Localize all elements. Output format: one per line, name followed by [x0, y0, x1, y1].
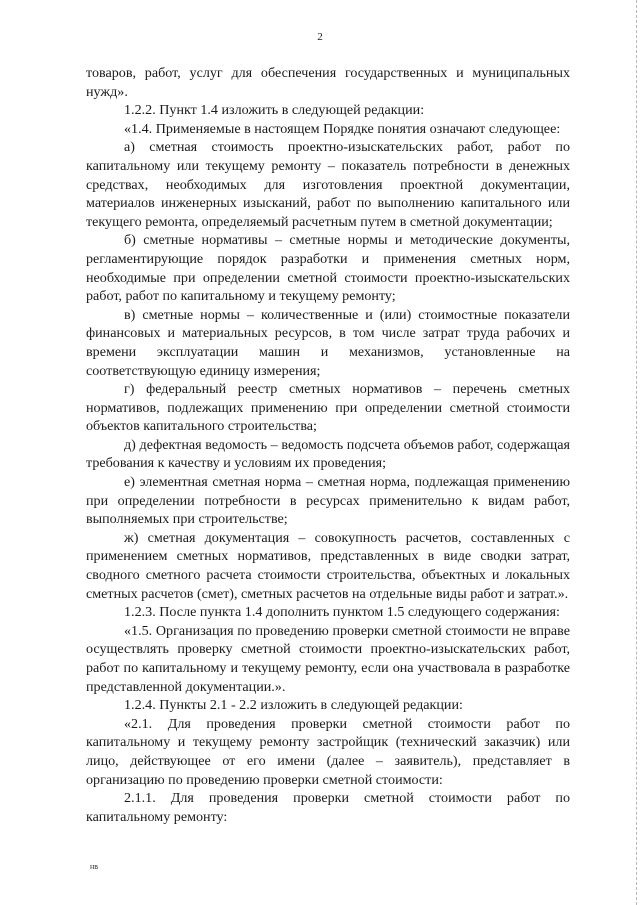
paragraph: ж) сметная документация – совокупность расчетов, составленных с применением сметных нормативов, представленных в виде сводки затрат, сводного сметного расчета стоимости строительства, объектных и локальных сметных расчетов (смет), сметных расчетов на отдельные виды работ и затрат.». [86, 529, 570, 602]
document-body [86, 64, 570, 826]
page-edge-line [635, 0, 637, 905]
paragraph: товаров, работ, услуг для обеспечения государственных и муниципальных нужд». [86, 65, 570, 100]
paragraph: «2.1. Для проведения проверки сметной стоимости работ по капитальному и текущему ремонту застройщик (технический заказчик) или лицо, действующее от его имени (далее – заявитель), представляет в организацию по проведению проверки сметной стоимости: [86, 715, 570, 788]
paragraph: «1.5. Организация по проведению проверки сметной стоимости не вправе осуществлять проверку сметной стоимости проектно-изыскательских работ, работ по капитальному и текущему ремонту, если она участвовала в разработке представленной документации.». [86, 622, 570, 695]
paragraph: а) сметная стоимость проектно-изыскательских работ, работ по капитальному или текущему ремонту – показатель потребности в денежных средствах, необходимых для изготовления проектной документации, материалов инженерных изысканий, работ по выполнению капитального или текущего ремонта, определяемый расчетным путем в сметной документации; [86, 139, 570, 230]
paragraph: г) федеральный реестр сметных нормативов – перечень сметных нормативов, подлежащих применению при определении сметной стоимости объектов капитального строительства; [86, 381, 570, 435]
paragraph: 1.2.4. Пункты 2.1 - 2.2 изложить в следующей редакции: [124, 697, 463, 714]
paragraph: б) сметные нормативы – сметные нормы и методические документы, регламентирующие порядок разработки и применения сметных норм, необходимые при определении сметной стоимости проектно-изыскательских работ, работ по капитальному и текущему ремонту; [86, 232, 570, 305]
paragraph: е) элементная сметная норма – сметная норма, подлежащая применению при определении потребности в ресурсах применительно к видам работ, выполняемых при строительстве; [86, 474, 570, 528]
paragraph: в) сметные нормы – количественные и (или) стоимостные показатели финансовых и материальных ресурсов, в том числе затрат труда рабочих и времени эксплуатации машин и механизмов, установленные на соответствующую единицу измерения; [86, 306, 570, 379]
footer-initials: нв [90, 862, 99, 871]
paragraph: 2.1.1. Для проведения проверки сметной стоимости работ по капитальному ремонту: [86, 790, 570, 825]
paragraph: 1.2.3. После пункта 1.4 дополнить пунктом 1.5 следующего содержания: [124, 604, 560, 621]
paragraph: 1.2.2. Пункт 1.4 изложить в следующей редакции: [124, 102, 425, 119]
paragraph: «1.4. Применяемые в настоящем Порядке понятия означают следующее: [124, 120, 561, 137]
page-number: 2 [317, 31, 323, 43]
paragraph: д) дефектная ведомость – ведомость подсчета объемов работ, содержащая требования к качеству и условиям их проведения; [86, 436, 570, 472]
